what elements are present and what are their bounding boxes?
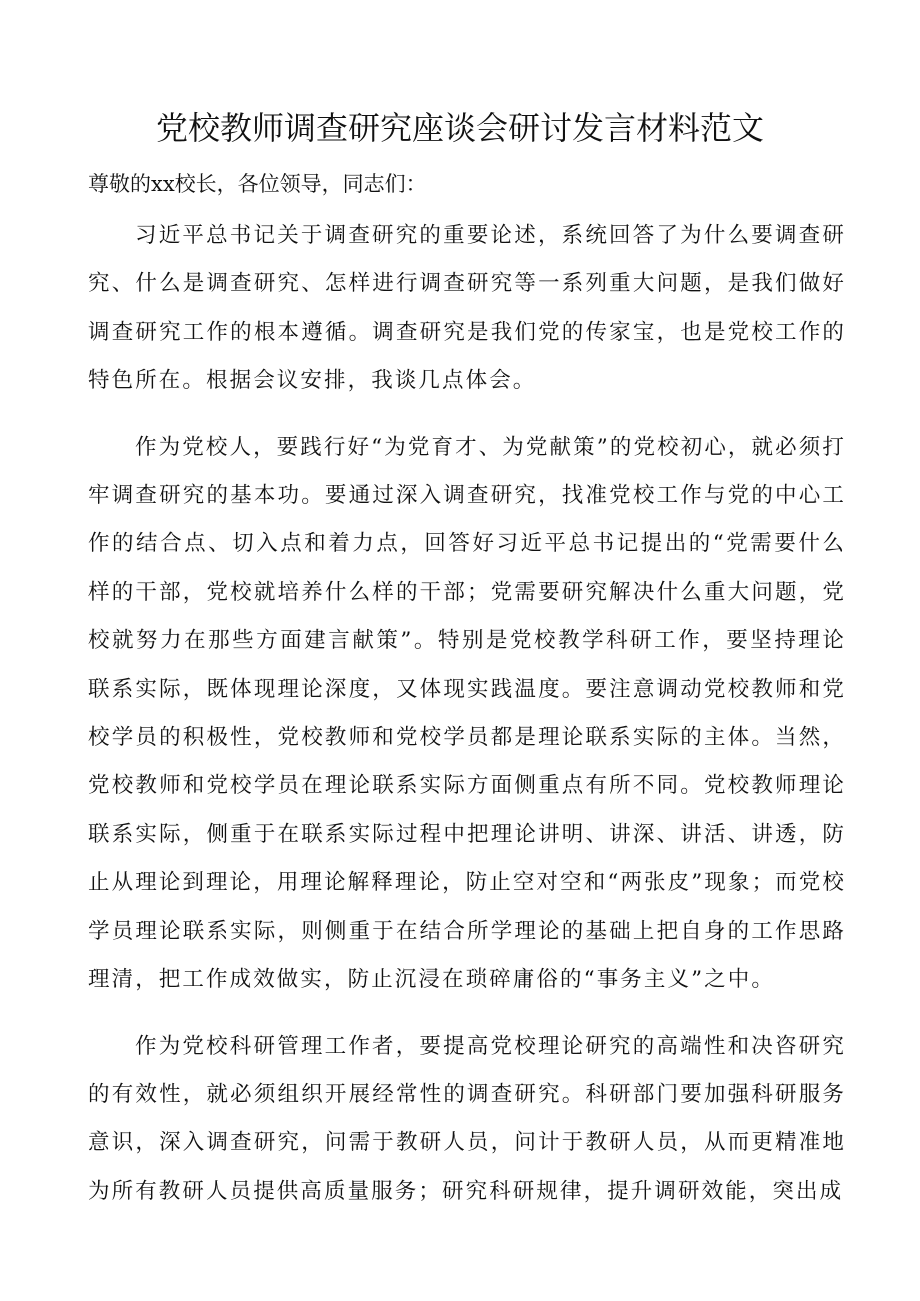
salutation: 尊敬的xx校长，各位领导，同志们：: [88, 172, 427, 196]
paragraph-3: 作为党校科研管理工作者，要提高党校理论研究的高端性和决咨研究的有效性，就必须组织开展经常性的调查研究。科研部门要加强科研服务意识，深入调查研究，问需于教研人员，问计于教研人员，从而更精准地为所有教研人员提供高质量服务；研究科研规律，提升调研效能，突出成: [88, 1033, 846, 1204]
document-title: 党校教师调查研究座谈会研讨发言材料范文: [155, 109, 764, 147]
paragraph-2: 作为党校人，要践行好“为党育才、为党献策”的党校初心，就必须打牢调查研究的基本功。要通过深入调查研究，找准党校工作与党的中心工作的结合点、切入点和着力点，回答好习近平总书记提出的“党需要什么样的干部，党校就培养什么样的干部；党需要研究解决什么重大问题，党校就努力在那些方面建言献策”。特别是党校教学科研工作，要坚持理论联系实际，既体现理论深度，又体现实践温度。要注意调动党校教师和党校学员的积极性，党校教师和党校学员都是理论联系实际的主体。当然，党校教师和党校学员在理论联系实际方面侧重点有所不同。党校教师理论联系实际，侧重于在联系实际过程中把理论讲明、讲深、讲活、讲透，防止从理论到理论，用理论解释理论，防止空对空和“两张皮”现象；而党校学员理论联系实际，则侧重于在结合所学理论的基础上把自身的工作思路理清，把工作成效做实，防止沉浸在琐碎庸俗的“事务主义”之中。: [88, 434, 846, 993]
document-body: [88, 212, 846, 1216]
paragraph-1: 习近平总书记关于调查研究的重要论述，系统回答了为什么要调查研究、什么是调查研究、怎样进行调查研究等一系列重大问题，是我们做好调查研究工作的根本遵循。调查研究是我们党的传家宝，也是党校工作的特色所在。根据会议安排，我谈几点体会。: [88, 223, 846, 394]
